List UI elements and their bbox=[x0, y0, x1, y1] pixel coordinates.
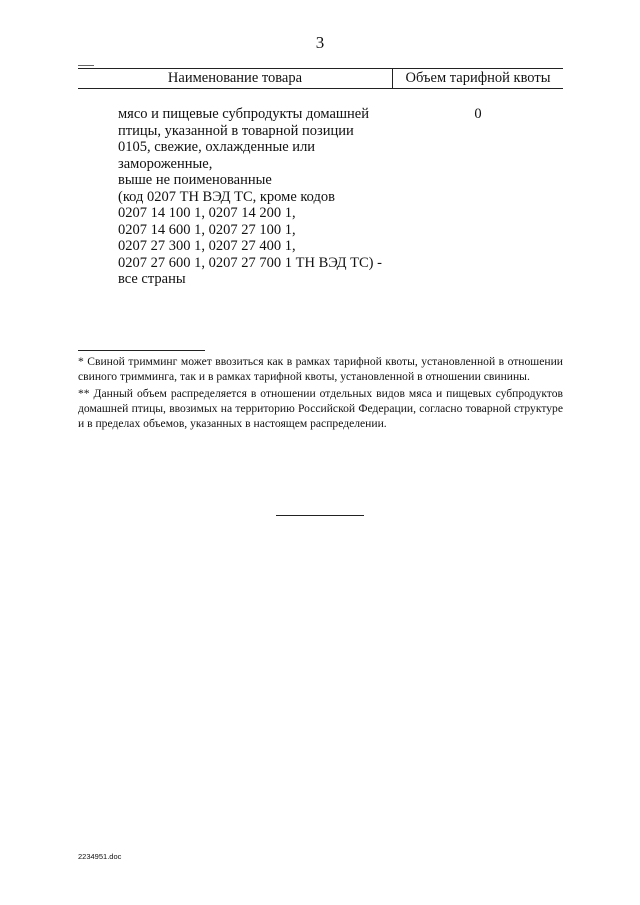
product-line: замороженные, bbox=[118, 155, 213, 172]
document-file-id: 2234951.doc bbox=[78, 852, 122, 861]
product-line: мясо и пищевые субпродукты домашней bbox=[118, 106, 370, 122]
product-line: 0207 14 100 1, 0207 14 200 1, bbox=[118, 205, 296, 221]
footnote-poultry-distribution: ** Данный объем распределяется в отношении отдельных видов мяса и пищевых субпродуктов домашней птицы, ввозимых на территорию Российской Федерации, согласно товарной структуре и в пределах объемов, указанных в настоящем распределении. bbox=[78, 387, 563, 430]
quota-value: 0 bbox=[474, 106, 482, 122]
product-line: все страны bbox=[118, 271, 186, 287]
footnotes bbox=[78, 354, 563, 433]
product-line: 0207 27 600 1, 0207 27 700 1 ТН ВЭД ТС) - bbox=[118, 254, 382, 271]
page-number: 3 bbox=[315, 33, 325, 52]
table-header bbox=[78, 68, 563, 89]
product-line: 0207 27 300 1, 0207 27 400 1, bbox=[118, 238, 296, 254]
product-line: 0207 14 600 1, 0207 27 100 1, bbox=[118, 221, 296, 238]
column-header-quota-volume: Объем тарифной квоты bbox=[405, 70, 551, 86]
product-description bbox=[118, 106, 418, 288]
column-header-product-name: Наименование товара bbox=[167, 70, 303, 86]
document-end-rule bbox=[276, 515, 364, 516]
product-line: выше не поименованные bbox=[118, 172, 272, 188]
product-line: 0105, свежие, охлажденные или bbox=[118, 139, 316, 155]
product-line: птицы, указанной в товарной позиции bbox=[118, 122, 354, 139]
product-line: (код 0207 ТН ВЭД ТС, кроме кодов bbox=[118, 188, 335, 205]
footnote-separator bbox=[78, 350, 205, 351]
footnote-pork-trimming: * Свиной тримминг может ввозиться как в рамках тарифной квоты, установленной в отношении свиного тримминга, так и в рамках тарифной квоты, установленной в отношении свинины. bbox=[78, 355, 563, 383]
header-rule-mark bbox=[78, 65, 94, 66]
